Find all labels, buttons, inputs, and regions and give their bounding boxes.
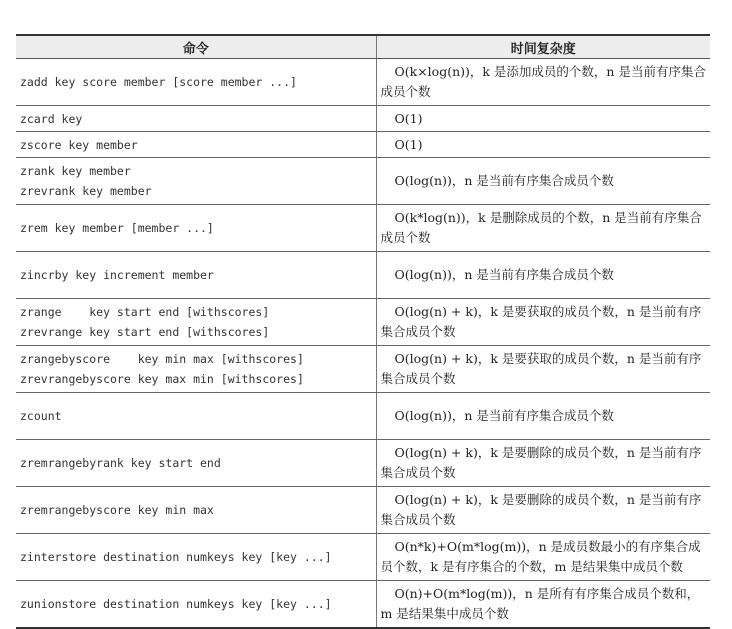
complexity-text: O(1) (394, 136, 423, 152)
complexity-text: O(k*log(n))，k 是删除成员的个数，n 是当前有序集合成员个数 (380, 210, 702, 245)
command-text: zrevrange key start end [withscores] (20, 325, 270, 339)
complexity-cell (376, 158, 710, 205)
table-row (16, 487, 710, 534)
table-row (16, 440, 710, 487)
command-text: zcount (20, 409, 62, 423)
command-cell (16, 158, 376, 205)
command-cell (16, 59, 376, 106)
command-text: zrevrangebyscore key max min [withscores] (20, 372, 304, 386)
complexity-cell (376, 299, 710, 346)
table-row (16, 534, 710, 581)
command-text: zrank key member (20, 164, 131, 178)
command-cell (16, 252, 376, 299)
command-text: zinterstore destination numkeys key [key ...] (20, 550, 332, 564)
command-cell (16, 346, 376, 393)
complexity-cell (376, 440, 710, 487)
table-header-row (16, 35, 710, 59)
complexity-text: O(log(n) + k)，k 是要删除的成员个数，n 是当前有序集合成员个数 (380, 492, 702, 527)
complexity-text: O(log(n) + k)，k 是要获取的成员个数，n 是当前有序集合成员个数 (380, 304, 702, 339)
complexity-cell (376, 252, 710, 299)
complexity-cell (376, 205, 710, 252)
command-cell (16, 534, 376, 581)
complexity-text: O(k×log(n))，k 是添加成员的个数，n 是当前有序集合成员个数 (380, 64, 706, 99)
header-command: 命令 (16, 35, 376, 59)
command-cell (16, 487, 376, 534)
table-row (16, 59, 710, 106)
table-row (16, 158, 710, 205)
complexity-text: O(1) (394, 110, 423, 126)
command-cell (16, 393, 376, 440)
table-row (16, 252, 710, 299)
command-text: zcard key (20, 111, 83, 126)
complexity-cell (376, 59, 710, 106)
complexity-cell (376, 106, 710, 132)
command-cell (16, 581, 376, 629)
complexity-cell (376, 581, 710, 629)
table-row (16, 581, 710, 629)
header-complexity: 时间复杂度 (376, 35, 710, 59)
command-text: zremrangebyrank key start end (20, 456, 221, 470)
complexity-cell (376, 534, 710, 581)
table-row (16, 393, 710, 440)
complexity-cell (376, 393, 710, 440)
complexity-cell (376, 346, 710, 393)
complexity-text: O(n)+O(m*log(m))，n 是所有有序集合成员个数和，m 是结果集中成员个数 (380, 586, 700, 621)
command-text: zunionstore destination numkeys key [key ...] (20, 597, 332, 611)
command-text: zrangebyscore key min max [withscores] (20, 352, 304, 366)
table-row (16, 205, 710, 252)
complexity-text: O(log(n))，n 是当前有序集合成员个数 (394, 408, 614, 423)
complexity-text: O(log(n) + k)，k 是要删除的成员个数，n 是当前有序集合成员个数 (380, 445, 702, 480)
command-text: zrem key member [member ...] (20, 221, 214, 235)
complexity-text: O(log(n) + k)，k 是要获取的成员个数，n 是当前有序集合成员个数 (380, 351, 702, 386)
sorted-set-command-table (16, 34, 710, 629)
complexity-cell (376, 132, 710, 158)
command-cell (16, 106, 376, 132)
table-row (16, 346, 710, 393)
complexity-cell (376, 487, 710, 534)
page (16, 34, 710, 629)
complexity-text: O(log(n))，n 是当前有序集合成员个数 (394, 173, 614, 188)
command-cell (16, 132, 376, 158)
table-row (16, 299, 710, 346)
command-cell (16, 205, 376, 252)
complexity-text: O(log(n))，n 是当前有序集合成员个数 (394, 267, 614, 282)
complexity-text: O(n*k)+O(m*log(m))，n 是成员数最小的有序集合成员个数，k 是有序集合的个数，m 是结果集中成员个数 (380, 539, 701, 574)
command-text: zscore key member (20, 137, 138, 152)
command-text: zincrby key increment member (20, 268, 214, 282)
command-cell (16, 440, 376, 487)
command-text: zrevrank key member (20, 184, 152, 198)
command-cell (16, 299, 376, 346)
command-text: zadd key score member [score member ...] (20, 75, 297, 89)
table-body (16, 59, 710, 629)
table-row (16, 132, 710, 158)
command-text: zrange key start end [withscores] (20, 305, 270, 319)
table-row (16, 106, 710, 132)
command-text: zremrangebyscore key min max (20, 503, 214, 517)
